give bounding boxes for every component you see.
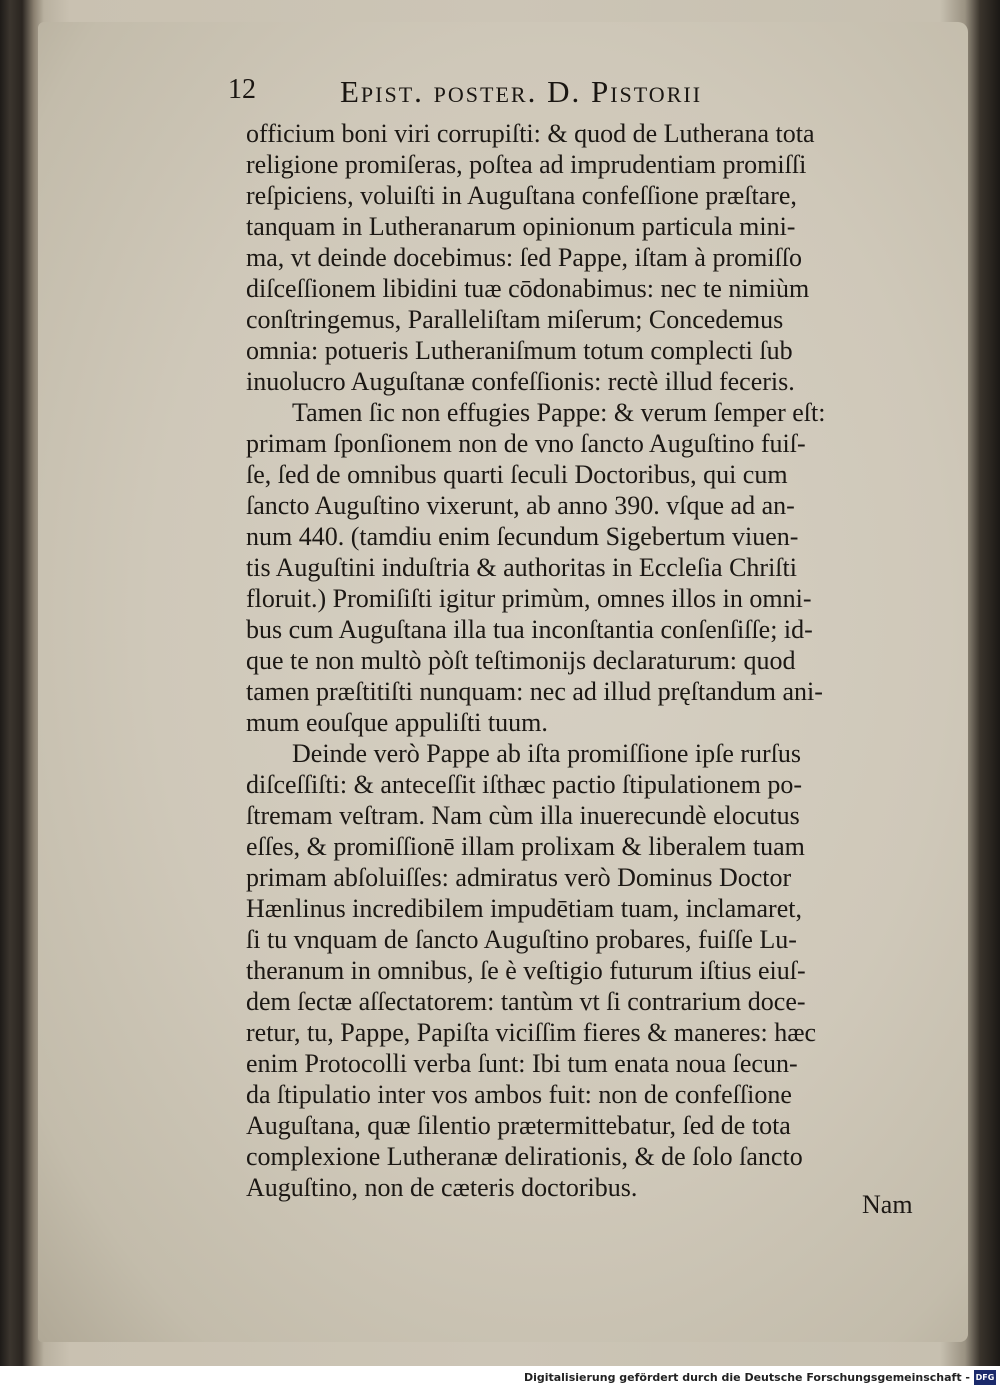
text-line: diſceſſionem libidini tuæ cōdonabimus: nec te nimiùm bbox=[246, 274, 810, 303]
text-line: Auguſtana, quæ ſilentio prætermittebatur, ſed de tota bbox=[246, 1111, 791, 1140]
footer-bar bbox=[0, 1366, 1000, 1391]
page-number: 12 bbox=[228, 74, 256, 105]
text-line: ſtremam veſtram. Nam cùm illa inuerecundè elocutus bbox=[246, 801, 800, 830]
dfg-logo-icon: DFG bbox=[974, 1370, 996, 1385]
text-line: omnia: potueris Lutheraniſmum totum complecti ſub bbox=[246, 336, 793, 365]
text-line: diſceſſiſti: & anteceſſit iſthæc pactio ſtipulationem po- bbox=[246, 770, 802, 799]
text-line: primam abſoluiſſes: admiratus verò Dominus Doctor bbox=[246, 863, 792, 892]
text-line: ma, vt deinde docebimus: ſed Pappe, iſtam à promiſſo bbox=[246, 243, 802, 272]
text-line: theranum in omnibus, ſe è veſtigio futurum iſtius eiuſ- bbox=[246, 956, 806, 985]
text-line: enim Protocolli verba ſunt: Ibi tum enata noua ſecun- bbox=[246, 1049, 798, 1078]
running-head bbox=[222, 74, 862, 114]
text-line: floruit.) Promiſiſti igitur primùm, omnes illos in omni- bbox=[246, 584, 812, 613]
running-head-title: Epist. poster. D. Pistorii bbox=[340, 74, 703, 109]
text-line: bus cum Auguſtana illa tua inconſtantia conſenſiſſe; id- bbox=[246, 615, 813, 644]
text-line: Auguſtino, non de cæteris doctoribus. bbox=[246, 1173, 638, 1202]
text-line-paragraph-start: Tamen ſic non effugies Pappe: & verum ſemper eſt: bbox=[292, 398, 826, 427]
catchword: Nam bbox=[862, 1190, 913, 1219]
text-line: que te non multò pòſt teſtimonijs declaraturum: quod bbox=[246, 646, 796, 675]
text-line: mum eouſque appuliſti tuum. bbox=[246, 708, 548, 737]
text-line: ſancto Auguſtino vixerunt, ab anno 390. vſque ad an- bbox=[246, 491, 795, 520]
text-line: conſtringemus, Paralleliſtam miſerum; Concedemus bbox=[246, 305, 784, 334]
text-line: retur, tu, Pappe, Papiſta viciſſim fieres & maneres: hæc bbox=[246, 1018, 817, 1047]
text-line: tamen præſtitiſti nunquam: nec ad illud pręſtandum ani- bbox=[246, 677, 823, 706]
text-line: dem ſectæ aſſectatorem: tantùm vt ſi contrarium doce- bbox=[246, 987, 806, 1016]
text-line: complexione Lutheranæ delirationis, & de ſolo ſancto bbox=[246, 1142, 803, 1171]
text-line-paragraph-start: Deinde verò Pappe ab iſta promiſſione ipſe rurſus bbox=[292, 739, 802, 768]
text-line: officium boni viri corrupiſti: & quod de Lutherana tota bbox=[246, 119, 815, 148]
funding-notice: Digitalisierung gefördert durch die Deutsche Forschungsgemeinschaft - bbox=[523, 1371, 970, 1384]
text-line: Hænlinus incredibilem impudētiam tuam, inclamaret, bbox=[246, 894, 802, 923]
text-line: primam ſponſionem non de vno ſancto Auguſtino fuiſ- bbox=[246, 429, 806, 458]
text-line: inuolucro Auguſtanæ confeſſionis: rectè illud feceris. bbox=[246, 367, 795, 396]
text-line: religione promiſeras, poſtea ad imprudentiam promiſſi bbox=[246, 150, 807, 179]
text-line: tis Auguſtini induſtria & authoritas in Eccleſia Chriſti bbox=[246, 553, 797, 582]
text-line: da ſtipulatio inter vos ambos fuit: non de confeſſione bbox=[246, 1080, 792, 1109]
text-line: ſe, ſed de omnibus quarti ſeculi Doctoribus, qui cum bbox=[246, 460, 788, 489]
text-line: eſſes, & promiſſionē illam prolixam & liberalem tuam bbox=[246, 832, 805, 861]
body-text bbox=[246, 118, 946, 1203]
text-line: ſi tu vnquam de ſancto Auguſtino probares, fuiſſe Lu- bbox=[246, 925, 797, 954]
text-line: tanquam in Lutheranarum opinionum particula mini- bbox=[246, 212, 796, 241]
text-line: reſpiciens, voluiſti in Auguſtana confeſſione præſtare, bbox=[246, 181, 797, 210]
text-line: num 440. (tamdiu enim ſecundum Sigebertum viuen- bbox=[246, 522, 799, 551]
